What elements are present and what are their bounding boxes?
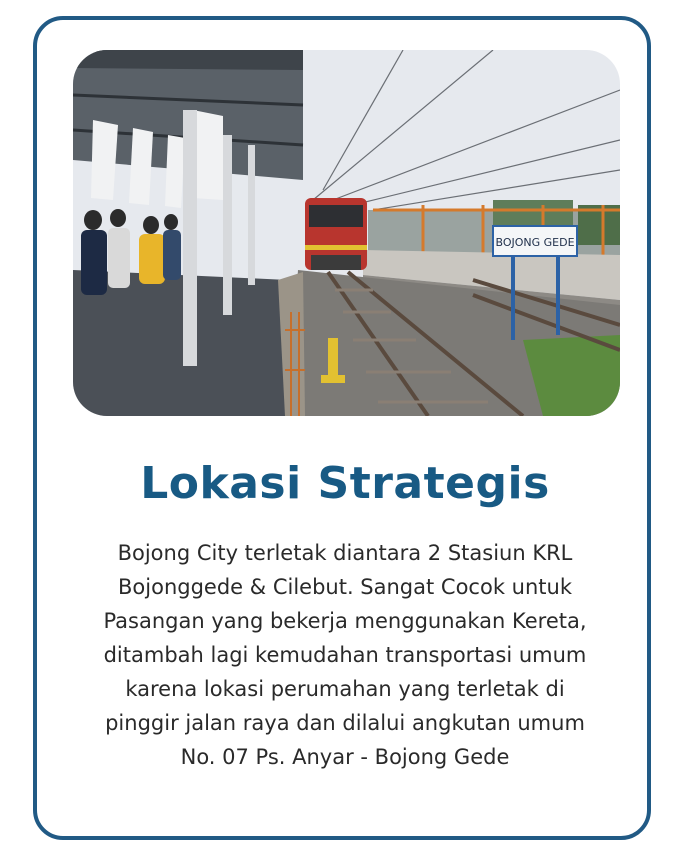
station-sign-text: BOJONG GEDE xyxy=(495,236,575,249)
card-title: Lokasi Strategis xyxy=(140,458,550,509)
station-photo xyxy=(73,50,620,416)
station-photo-illustration xyxy=(73,50,620,416)
card-description: Bojong City terletak diantara 2 Stasiun KRL Bojonggede & Cilebut. Sangat Cocok untuk Pasangan yang bekerja menggunakan Kereta, ditambah lagi kemudahan transportasi umum karena lokasi perumahan yang terletak di pinggir jalan raya dan dilalui angkutan umum No. 07 Ps. Anyar - Bojong Gede xyxy=(103,541,587,769)
